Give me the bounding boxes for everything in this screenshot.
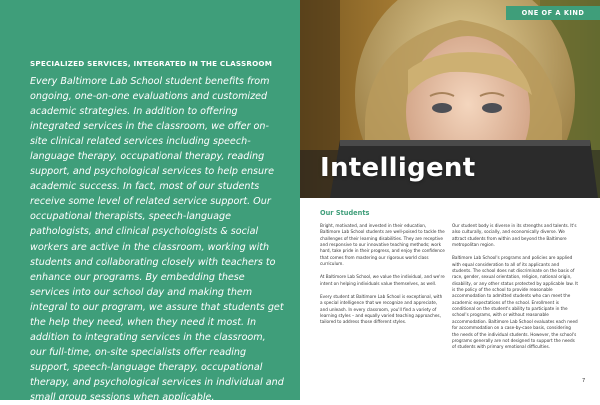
text-column-right [452, 223, 578, 358]
paragraph: Our student body is diverse in its strengths and talents. It's also culturally, socially, and economically diverse. We attract students from within and beyond the Baltimore metropolitan region. [452, 223, 577, 248]
page-title: Intelligent [320, 153, 476, 183]
paragraph: Every student at Baltimore Lab School is exceptional, with a special intelligence that we recognize and appreciate, and unleash. In every classroom, you'll find a variety of learning styles – and equally varied teaching approaches, tailored to address those different styles. [320, 294, 443, 325]
paragraph: Bright, motivated, and invested in their education, Baltimore Lab School students are well-poised to tackle the challenges of their learning disabilities. They are receptive and responsive to our innovative teaching methods; work hard, take pride in their progress, and enjoy the confidence that comes from mastering our rigorous world class curriculum. [320, 223, 445, 267]
left-panel [0, 0, 300, 403]
left-body-text: Every Baltimore Lab School student benefits from ongoing, one-on-one evaluations and customized academic strategies. In addition to offering integrated services in the classroom, we offer on-site clinical related services including speech-language therapy, occupational therapy, reading support, and psychological services to help ensure academic success. In fact, most of our students receive some level of related service support. Our occupational therapists, speech-language pathologists, and clinical psychologists & social workers are active in the classroom, working with students and collaborating closely with teachers to enhance our programs. By embedding these services into our school day and making them integral to our program, we assure that students get the help they need, when they need it most. In addition to integrating services in the classroom, our full-time, on-site specialists offer reading support, speech-language therapy, occupational therapy, and psychological services in individual and small group sessions when applicable. [30, 76, 284, 403]
paragraph: At Baltimore Lab School, we value the individual, and we're intent on helping individuals value themselves, as well. [320, 274, 445, 286]
section-tag: ONE OF A KIND [506, 6, 600, 20]
page-number: 7 [582, 378, 586, 384]
text-column-left [320, 223, 446, 333]
left-heading: SPECIALIZED SERVICES, INTEGRATED IN THE CLASSROOM [30, 59, 273, 68]
our-students-heading: Our Students [320, 209, 370, 217]
paragraph: Baltimore Lab School's programs and policies are applied with equal consideration to all of its applicants and students. The school does not discriminate on the basis of race, gender, sexual orientation, religion, national origin, disability, or any other status protected by applicable law. It is the policy of the school to provide reasonable accommodation to admitted students who can meet the academic expectations of the school. Enrollment is conditional on the student's ability to participate in the school's programs, with or without reasonable accommodation. Baltimore Lab School evaluates each need for accommodation on a case-by-case basis, considering the needs of the individual students. However, the school's programs generally are not designed to support the needs of students with primary emotional difficulties. [452, 255, 578, 350]
